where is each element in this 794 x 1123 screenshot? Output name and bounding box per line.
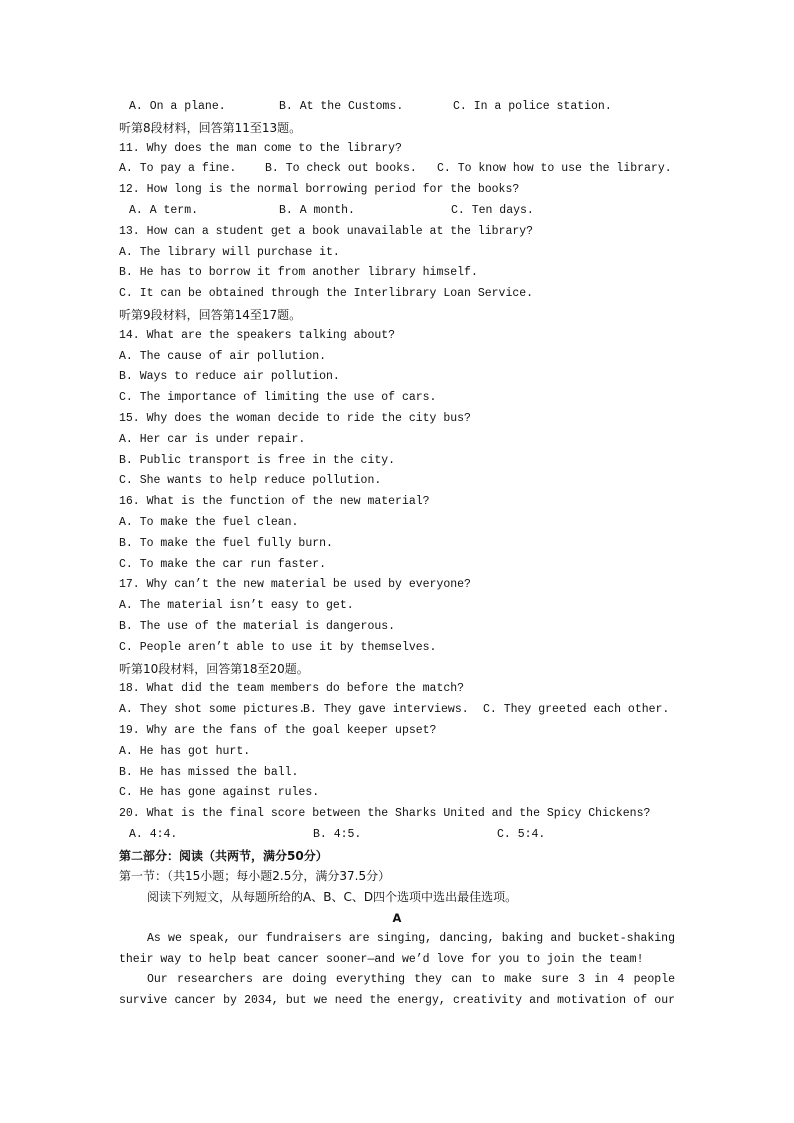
option-b: B. Ways to reduce air pollution. [119, 370, 340, 384]
option-c: C. Ten days. [451, 203, 534, 217]
option-c: C. 5:4. [497, 827, 546, 841]
question-14: 14. What are the speakers talking about? [119, 328, 396, 342]
paragraph-line: Our researchers are doing everything they can to make sure 3 in 4 people [147, 973, 675, 987]
option-b: B. A month. [279, 203, 355, 217]
option-c: C. To make the car run faster. [119, 557, 327, 571]
q20-options [119, 825, 675, 846]
question-20: 20. What is the final score between the Sharks United and the Spicy Chickens? [119, 807, 651, 821]
question-17: 17. Why can’t the new material be used by everyone? [119, 578, 471, 592]
option-a: A. The library will purchase it. [119, 245, 340, 259]
question-19: 19. Why are the fans of the goal keeper upset? [119, 723, 437, 737]
option-c: C. It can be obtained through the Interlibrary Loan Service. [119, 287, 534, 301]
option-a: A. 4:4. [129, 827, 178, 841]
passage-paragraph-1 [119, 929, 675, 971]
option-a: A. The cause of air pollution. [119, 349, 327, 363]
question-15: 15. Why does the woman decide to ride the city bus? [119, 411, 471, 425]
section-heading-10: 听第10段材料，回答第18至20题。 [119, 661, 309, 676]
option-b: B. To check out books. [265, 162, 417, 176]
section-heading: 第一节：（共15小题；每小题2.5分，满分37.5分） [119, 869, 391, 884]
q18-options [119, 700, 675, 721]
question-11: 11. Why does the man come to the library? [119, 141, 402, 155]
q12-options [119, 201, 675, 222]
option-b: B. They gave interviews. [303, 703, 469, 717]
exam-content [119, 97, 675, 1012]
option-a: A. On a plane. [129, 100, 226, 113]
option-c: C. In a police station. [453, 100, 612, 113]
passage-paragraph-2 [119, 970, 675, 1012]
paragraph-line: As we speak, our fundraisers are singing, dancing, baking and bucket-shaking [147, 931, 675, 945]
option-a: A. To make the fuel clean. [119, 515, 299, 529]
question-16: 16. What is the function of the new material? [119, 495, 430, 509]
passage-label: A [392, 911, 402, 926]
option-b: B. At the Customs. [279, 100, 404, 113]
section-heading-9: 听第9段材料，回答第14至17题。 [119, 307, 302, 322]
option-a: A. Her car is under repair. [119, 432, 306, 446]
part-heading: 第二部分：阅读（共两节，满分50分） [119, 848, 328, 863]
option-c: C. The importance of limiting the use of cars. [119, 391, 437, 405]
option-c: C. He has gone against rules. [119, 786, 320, 800]
option-c: C. People aren’t able to use it by themselves. [119, 640, 437, 654]
option-a: A. They shot some pictures. [119, 703, 306, 717]
option-b: B. 4:5. [313, 827, 362, 841]
paragraph-line: survive cancer by 2034, but we need the energy, creativity and motivation of our [119, 994, 675, 1008]
question-18: 18. What did the team members do before the match? [119, 682, 465, 696]
option-c: C. She wants to help reduce pollution. [119, 474, 382, 488]
option-a: A. To pay a fine. [119, 162, 237, 176]
paragraph-line: their way to help beat cancer sooner—and we’d love for you to join the team! [119, 952, 644, 966]
option-c: C. They greeted each other. [483, 703, 670, 717]
q10-options [119, 97, 675, 118]
option-b: B. He has missed the ball. [119, 765, 299, 779]
option-a: A. A term. [129, 203, 199, 217]
option-b: B. Public transport is free in the city. [119, 453, 396, 467]
option-b: B. The use of the material is dangerous. [119, 619, 396, 633]
question-13: 13. How can a student get a book unavailable at the library? [119, 224, 534, 238]
q11-options [119, 159, 675, 180]
option-a: A. The material isn’t easy to get. [119, 599, 354, 613]
question-12: 12. How long is the normal borrowing period for the books? [119, 183, 520, 197]
option-a: A. He has got hurt. [119, 744, 251, 758]
option-c: C. To know how to use the library. [437, 162, 672, 176]
section-heading-8: 听第8段材料，回答第11至13题。 [119, 120, 302, 135]
option-b: B. He has to borrow it from another library himself. [119, 266, 478, 280]
instructions: 阅读下列短文，从每题所给的A、B、C、D四个选项中选出最佳选项。 [147, 890, 518, 905]
option-b: B. To make the fuel fully burn. [119, 536, 333, 550]
